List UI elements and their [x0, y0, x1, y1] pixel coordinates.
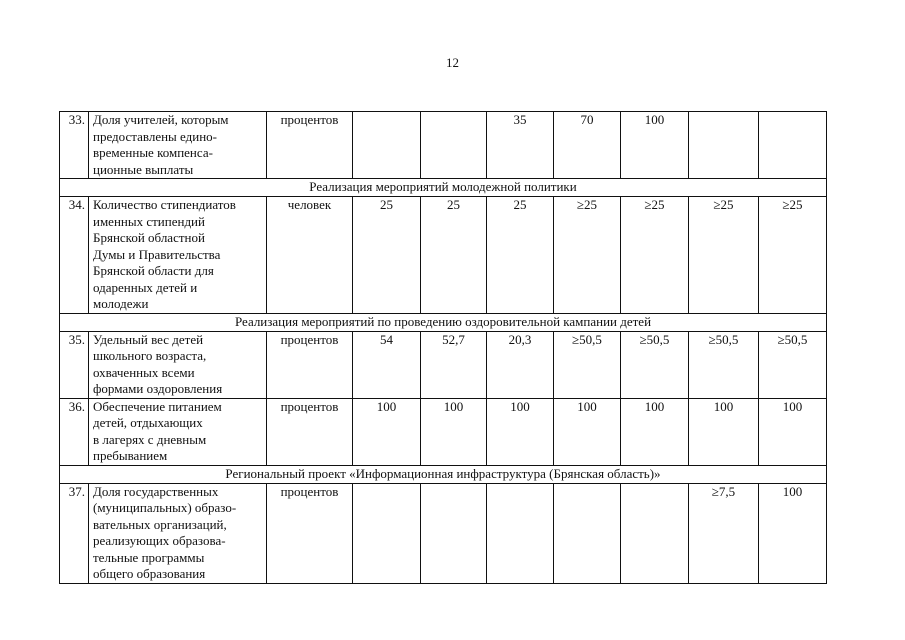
unit-cell: процентов — [267, 398, 353, 465]
section-header-row — [60, 313, 827, 331]
indicator-name-line: (муниципальных) образо- — [93, 500, 237, 515]
section-title: Реализация мероприятий по проведению оздоровительной кампании детей — [60, 313, 827, 331]
indicator-name-line: одаренных детей и — [93, 279, 198, 295]
value-cell: ≥50,5 — [759, 331, 827, 398]
value-cell: 70 — [554, 112, 621, 179]
indicator-name-line: формами оздоровления — [93, 381, 223, 396]
indicator-name-line: Доля государственных — [93, 483, 219, 499]
value-cell: 100 — [554, 398, 621, 465]
value-cell: 25 — [421, 197, 487, 314]
value-cell — [689, 112, 759, 179]
value-cell — [421, 112, 487, 179]
indicator-name-line: тельные программы — [93, 549, 205, 565]
value-cell: 100 — [759, 398, 827, 465]
row-number: 33. — [60, 112, 89, 179]
section-title: Региональный проект «Информационная инфраструктура (Брянская область)» — [60, 465, 827, 483]
indicator-name-line: Думы и Правительства — [93, 246, 221, 262]
value-cell: 52,7 — [421, 331, 487, 398]
value-cell: 100 — [759, 483, 827, 583]
value-cell: ≥7,5 — [689, 483, 759, 583]
indicator-name-line: пребыванием — [93, 448, 168, 463]
value-cell: 35 — [487, 112, 554, 179]
indicator-name — [89, 331, 267, 398]
value-cell — [353, 112, 421, 179]
indicator-name-line: Брянской областной — [93, 230, 205, 245]
row-number: 36. — [60, 398, 89, 465]
value-cell: ≥50,5 — [554, 331, 621, 398]
table-row — [60, 331, 827, 398]
row-number: 37. — [60, 483, 89, 583]
row-number: 35. — [60, 331, 89, 398]
value-cell: ≥50,5 — [621, 331, 689, 398]
value-cell: 20,3 — [487, 331, 554, 398]
value-cell: ≥50,5 — [689, 331, 759, 398]
table-row — [60, 398, 827, 465]
indicator-name-line: в лагерях с дневным — [93, 431, 207, 447]
indicator-name-line: Брянской области для — [93, 263, 214, 278]
section-title: Реализация мероприятий молодежной политики — [60, 179, 827, 197]
value-cell: 100 — [621, 112, 689, 179]
indicator-name — [89, 398, 267, 465]
indicator-name-line: детей, отдыхающих — [93, 415, 203, 430]
page-number: 12 — [446, 55, 459, 70]
value-cell: 100 — [487, 398, 554, 465]
value-cell: 25 — [353, 197, 421, 314]
table-row — [60, 483, 827, 583]
indicator-name-line: Доля учителей, которым — [93, 112, 229, 127]
value-cell: 100 — [621, 398, 689, 465]
indicator-name-line: Обеспечение питанием — [93, 398, 222, 414]
unit-cell: процентов — [267, 483, 353, 583]
value-cell: 54 — [353, 331, 421, 398]
value-cell — [421, 483, 487, 583]
indicator-name-line: молодежи — [93, 296, 149, 311]
indicator-name-line: временные компенса- — [93, 145, 213, 160]
indicator-name-line: именных стипендий — [93, 213, 205, 229]
value-cell: ≥25 — [621, 197, 689, 314]
unit-cell: процентов — [267, 112, 353, 179]
indicator-name-line: Удельный вес детей — [93, 331, 204, 347]
value-cell: 100 — [421, 398, 487, 465]
indicator-name-line: школьного возраста, — [93, 348, 207, 363]
value-cell — [621, 483, 689, 583]
table-row — [60, 112, 827, 179]
indicator-name-line: Количество стипендиатов — [93, 197, 236, 212]
section-header-row — [60, 179, 827, 197]
row-number: 34. — [60, 197, 89, 314]
value-cell — [487, 483, 554, 583]
value-cell: 25 — [487, 197, 554, 314]
indicators-table — [59, 111, 827, 584]
indicator-name — [89, 112, 267, 179]
unit-cell: человек — [267, 197, 353, 314]
value-cell: ≥25 — [689, 197, 759, 314]
value-cell — [353, 483, 421, 583]
indicator-name-line: охваченных всеми — [93, 364, 195, 380]
value-cell: 100 — [689, 398, 759, 465]
value-cell: 100 — [353, 398, 421, 465]
indicator-name-line: ционные выплаты — [93, 161, 194, 177]
indicator-name — [89, 483, 267, 583]
indicator-name — [89, 197, 267, 314]
table-row — [60, 197, 827, 314]
value-cell: ≥25 — [554, 197, 621, 314]
value-cell — [759, 112, 827, 179]
indicator-name-line: общего образования — [93, 566, 206, 581]
unit-cell: процентов — [267, 331, 353, 398]
indicator-name-line: предоставлены едино- — [93, 128, 217, 144]
value-cell: ≥25 — [759, 197, 827, 314]
indicator-name-line: вательных организаций, — [93, 516, 227, 532]
indicator-name-line: реализующих образова- — [93, 533, 226, 548]
value-cell — [554, 483, 621, 583]
section-header-row — [60, 465, 827, 483]
